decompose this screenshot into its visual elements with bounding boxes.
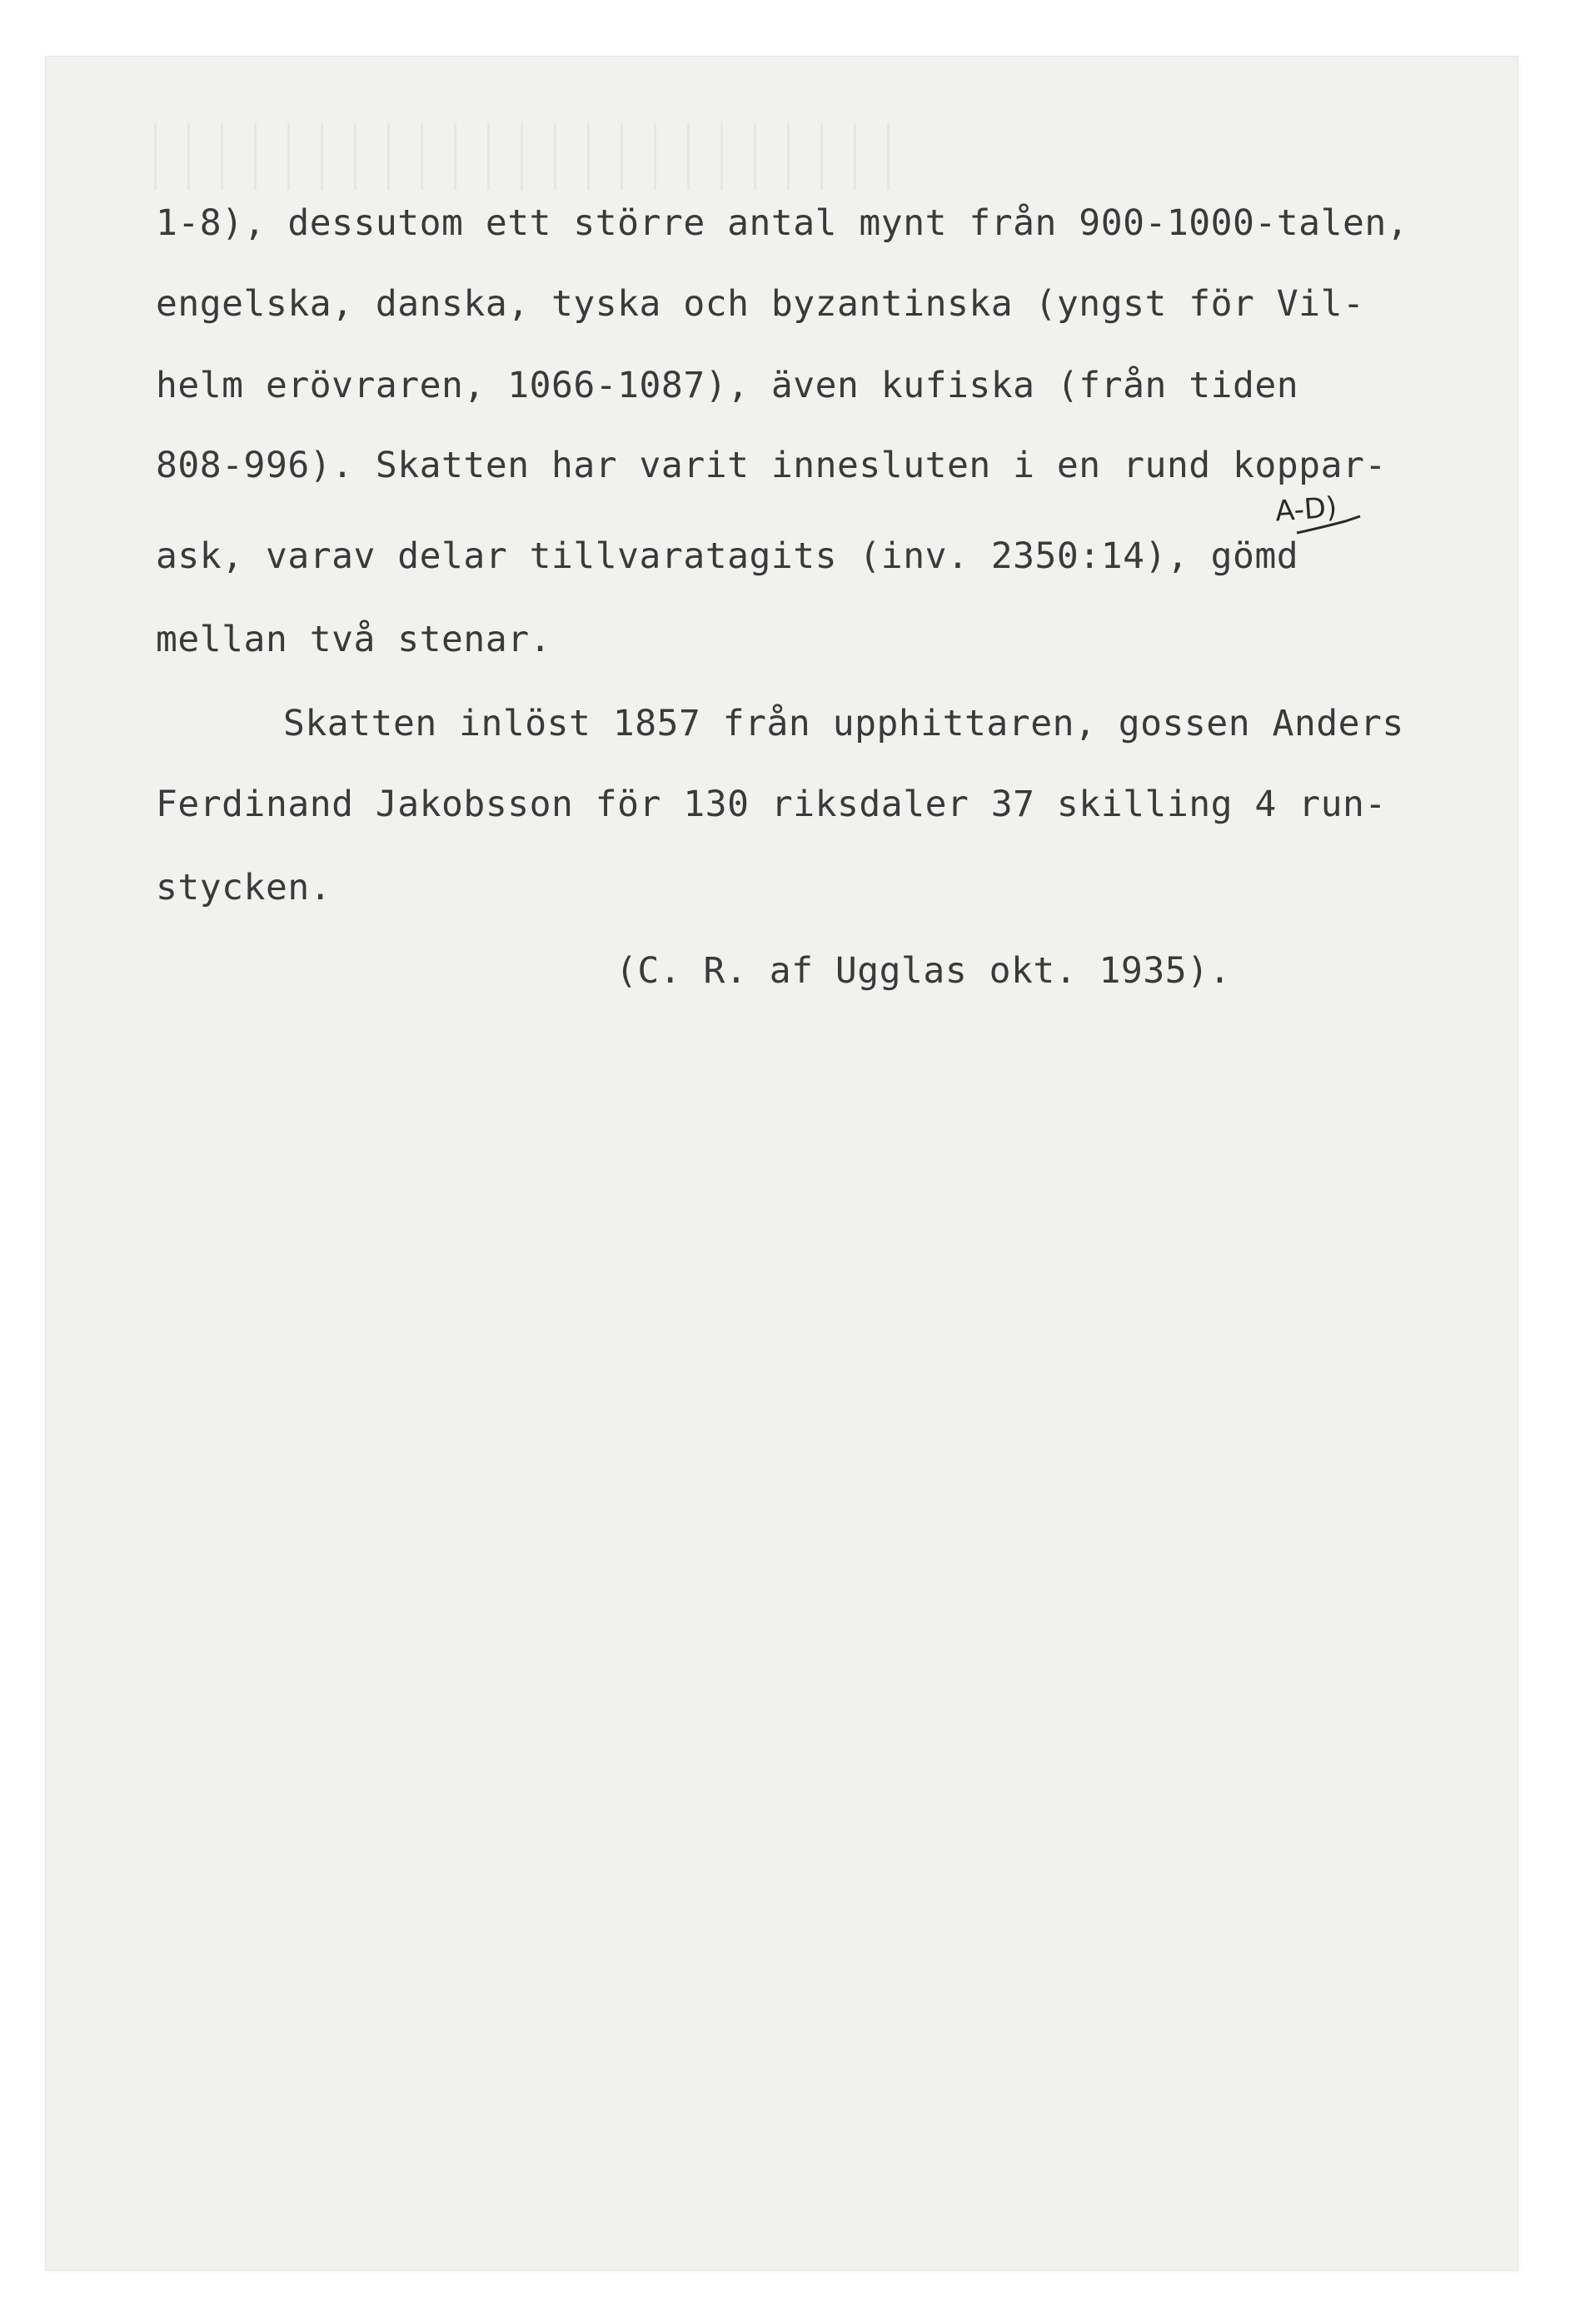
text-line-2: engelska, danska, tyska och byzantinska (yngst för Vil- xyxy=(156,283,1365,325)
text-line-4: 808-996). Skatten har varit innesluten i en rund koppar- xyxy=(156,445,1387,486)
annotation-stroke-icon xyxy=(1295,513,1362,538)
text-line-1: 1-8), dessutom ett större antal mynt från 900-1000-talen, xyxy=(156,202,1409,244)
show-through-smudge xyxy=(154,123,904,190)
text-line-8: Ferdinand Jakobsson för 130 riksdaler 37 skilling 4 run- xyxy=(156,784,1387,825)
text-line-5: ask, varav delar tillvaratagits (inv. 2350:14), gömd xyxy=(156,535,1299,577)
signature-line: (C. R. af Ugglas okt. 1935). xyxy=(616,950,1231,992)
text-line-9: stycken. xyxy=(156,867,332,908)
text-line-7: Skatten inlöst 1857 från upphittaren, gossen Anders xyxy=(283,703,1404,744)
document-sheet xyxy=(46,57,1518,2270)
text-line-6: mellan två stenar. xyxy=(156,619,551,660)
text-line-3: helm erövraren, 1066-1087), även kufiska (från tiden xyxy=(156,365,1299,406)
handwritten-annotation: A-D) xyxy=(1273,490,1338,529)
